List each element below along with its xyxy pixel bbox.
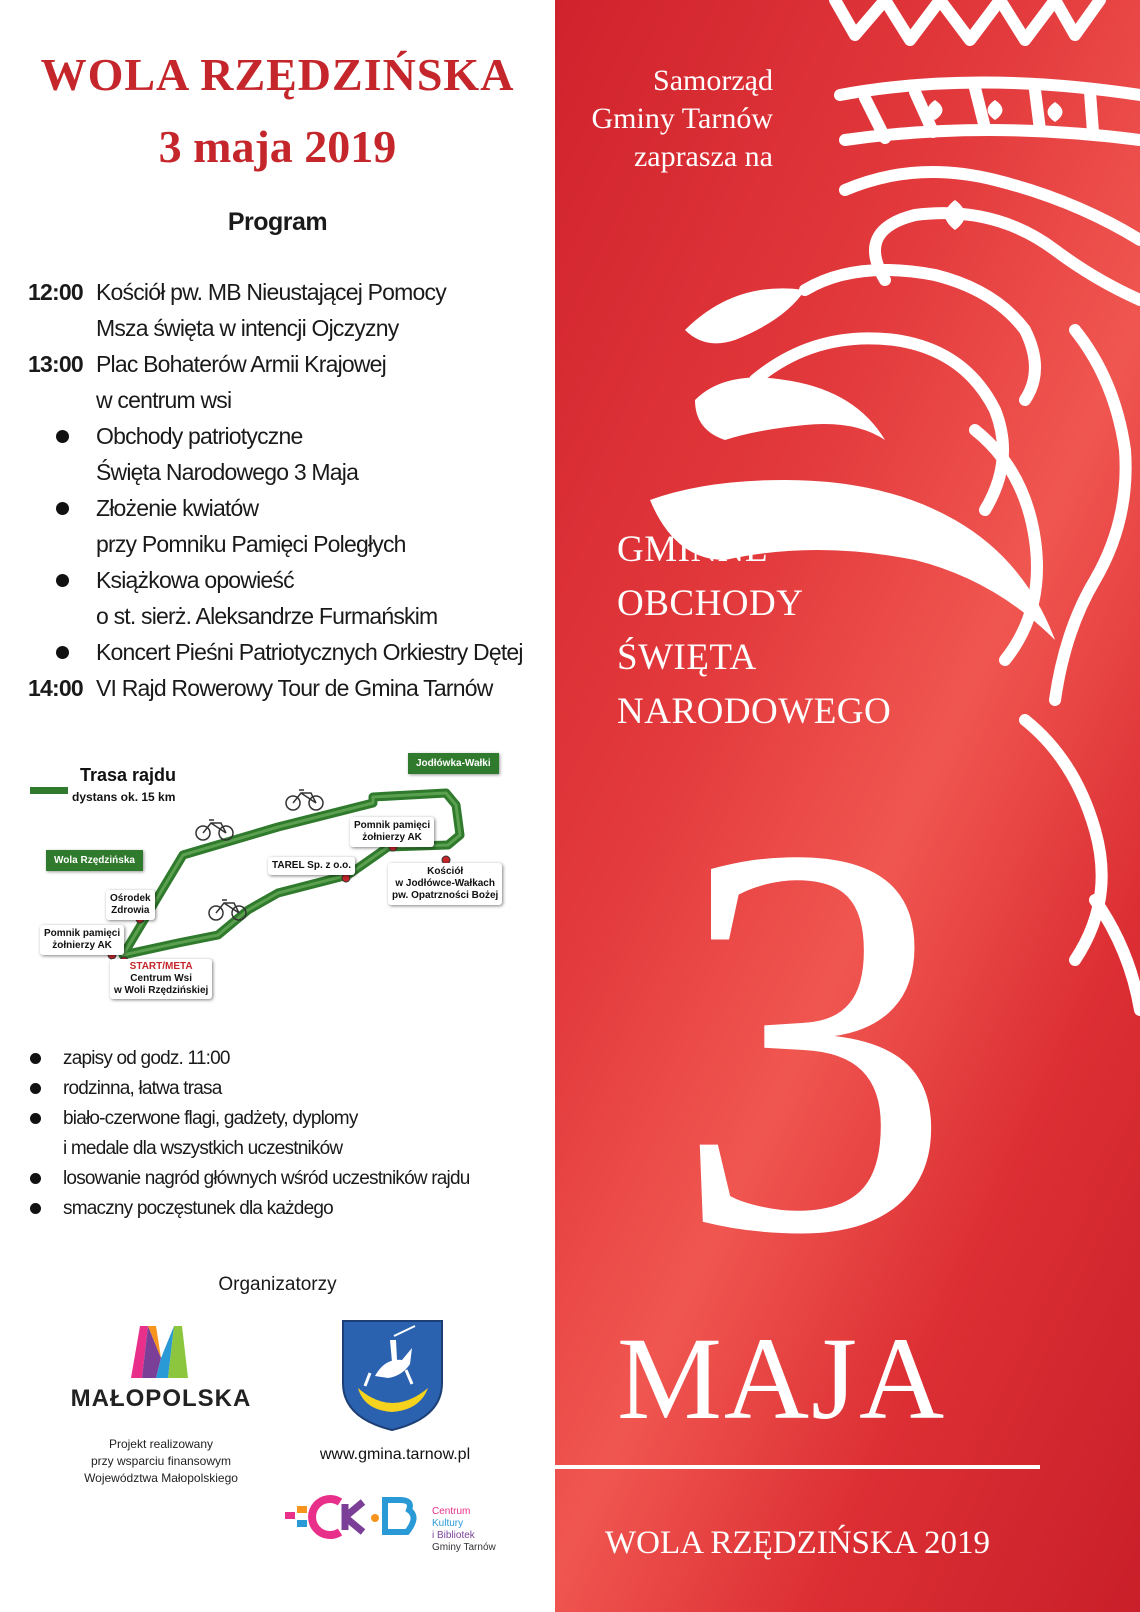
malopolska-desc-line: Projekt realizowany [108, 1437, 214, 1451]
program-item [28, 454, 548, 490]
program-heading: Program [227, 208, 328, 236]
program-text: Plac Bohaterów Armii Krajowej [96, 351, 386, 377]
bullet-icon [30, 1203, 41, 1214]
program-text: Kościół pw. MB Nieustającej Pomocy [96, 279, 446, 305]
start-meta-box [110, 959, 212, 999]
program-item [28, 382, 548, 418]
ckib-line: Kultury [432, 1518, 464, 1529]
program-text: Msza święta w intencji Ojczyzny [96, 315, 399, 341]
program-text: Koncert Pieśni Patriotycznych Orkiestry Dętej [96, 639, 523, 665]
divider-line [555, 1465, 1040, 1469]
program-item [28, 310, 548, 346]
ckib-logo-icon [285, 1492, 430, 1542]
program-text: przy Pomniku Pamięci Poległych [96, 531, 406, 557]
ckib-name [432, 1506, 496, 1554]
intro-text [555, 62, 773, 176]
route-map [28, 758, 528, 1020]
rally-info-text: losowanie nagród głównych wśród uczestników rajdu [63, 1168, 470, 1189]
program-item [28, 562, 548, 598]
footer-place-year: WOLA RZĘDZIŃSKA 2019 [605, 1525, 990, 1561]
program-item [28, 526, 548, 562]
program-text: o st. sierż. Aleksandrze Furmańskim [96, 603, 438, 629]
event-title-line: NARODOWEGO [617, 691, 892, 732]
route-legend-line [30, 787, 68, 794]
rally-info-item [30, 1194, 530, 1224]
program-item [28, 346, 548, 382]
event-title-line: ŚWIĘTA [617, 637, 757, 678]
bullet-icon [30, 1173, 41, 1184]
label-monument-start: Pomnik pamięci żołnierzy AK [40, 925, 124, 955]
program-column [0, 0, 555, 1612]
rally-info-item [30, 1074, 530, 1104]
village-start-label: Wola Rzędzińska [46, 850, 143, 871]
program-item [28, 490, 548, 526]
malopolska-desc-line: przy wsparciu finansowym [90, 1454, 232, 1468]
bullet-icon [30, 1083, 41, 1094]
label-monument-end: Pomnik pamięci żołnierzy AK [350, 817, 434, 847]
program-item [28, 418, 548, 454]
rally-info-text: rodzinna, łatwa trasa [63, 1078, 222, 1099]
program-item [28, 274, 548, 310]
coat-of-arms-icon [340, 1318, 445, 1433]
intro-line: zaprasza na [633, 140, 773, 173]
program-time: 13:00 [28, 351, 83, 377]
start-meta-desc: Centrum Wsi w Woli Rzędzińskiej [114, 973, 209, 996]
program-text: Obchody patriotyczne [96, 423, 303, 449]
month-title: MAJA [617, 1313, 947, 1444]
ckib-line: Gminy Tarnów [432, 1542, 496, 1553]
program-time: 14:00 [28, 675, 83, 701]
event-title-line: OBCHODY [617, 583, 804, 624]
program-item [28, 670, 548, 706]
intro-line: Gminy Tarnów [591, 102, 773, 135]
rally-info-item [30, 1164, 530, 1194]
bullet-icon [56, 430, 69, 443]
program-text: Złożenie kwiatów [96, 495, 259, 521]
rally-info-text: smaczny poczęstunek dla każdego [63, 1198, 333, 1219]
big-number: 3 [673, 730, 953, 1350]
ckib-line: Centrum [432, 1506, 471, 1517]
label-church: Kościół w Jodłówce-Wałkach pw. Opatrzności Bożej [388, 863, 502, 905]
program-text: Święta Narodowego 3 Maja [96, 459, 359, 485]
route-legend-title: Trasa rajdu [80, 765, 177, 785]
event-place-title: WOLA RZĘDZIŃSKA [40, 49, 515, 100]
malopolska-description [46, 1436, 276, 1487]
bullet-icon [30, 1113, 41, 1124]
program-item [28, 598, 548, 634]
marker-tarel [342, 874, 350, 882]
event-date: 3 maja 2019 [158, 121, 397, 172]
program-time: 12:00 [28, 279, 83, 305]
rally-info-item [30, 1134, 530, 1164]
rally-info-text: i medale dla wszystkich uczestników [63, 1138, 343, 1159]
intro-line: Samorząd [653, 64, 773, 97]
bicycle-icon [286, 790, 323, 810]
malopolska-m-logo-icon [56, 1318, 266, 1383]
program-text: VI Rajd Rowerowy Tour de Gmina Tarnów [96, 675, 493, 701]
rally-info-text: biało-czerwone flagi, gadżety, dyplomy [63, 1108, 358, 1129]
organizers-title: Organizatorzy [218, 1274, 337, 1295]
malopolska-name: MAŁOPOLSKA [70, 1385, 252, 1412]
label-health-center: Ośrodek Zdrowia [106, 890, 155, 920]
program-text: w centrum wsi [96, 387, 232, 413]
start-meta-label: START/META [129, 961, 193, 972]
program-item [28, 634, 548, 670]
ckib-line: i Bibliotek [432, 1530, 475, 1541]
label-tarel: TAREL Sp. z o.o. [268, 857, 355, 875]
bicycle-icon [196, 820, 233, 840]
poster-panel [555, 0, 1140, 1612]
bullet-icon [56, 502, 69, 515]
website-link[interactable]: www.gmina.tarnow.pl [319, 1446, 471, 1463]
rally-info-item [30, 1044, 530, 1074]
bullet-icon [56, 574, 69, 587]
program-text: Książkowa opowieść [96, 567, 294, 593]
village-end-label: Jodłówka-Wałki [408, 753, 499, 774]
rally-info-item [30, 1104, 530, 1134]
bullet-icon [30, 1053, 41, 1064]
malopolska-desc-line: Województwa Małopolskiego [84, 1471, 238, 1485]
route-legend-distance: dystans ok. 15 km [72, 790, 176, 804]
rally-info-text: zapisy od godz. 11:00 [63, 1048, 230, 1069]
bullet-icon [56, 646, 69, 659]
event-title-line: GMINNE [617, 529, 768, 570]
